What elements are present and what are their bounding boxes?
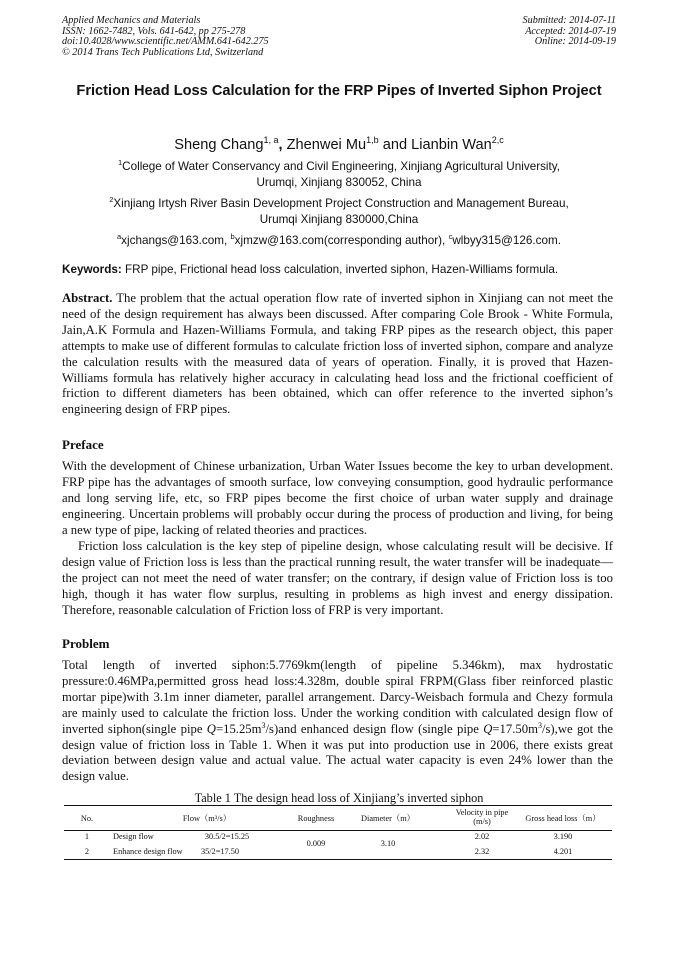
table-top-rule xyxy=(64,805,612,806)
table-header-flow: Flow（m³/s） xyxy=(182,814,232,823)
section-heading-problem: Problem xyxy=(62,636,110,651)
section-heading-preface: Preface xyxy=(62,437,104,452)
table-cell-velocity: 2.32 xyxy=(474,847,490,856)
author-separator: , xyxy=(278,137,287,153)
email-address: xjmzw@163.com(corresponding author), xyxy=(234,234,449,247)
affiliation-line: Urumqi, Xinjiang 830052, China xyxy=(256,175,422,189)
table-cell-no: 2 xyxy=(84,847,90,856)
problem-paragraph xyxy=(62,658,613,785)
problem-text: /s)and enhanced design flow (single pipe xyxy=(265,721,484,736)
unit-exponent: 3 xyxy=(261,720,266,730)
table-caption: Table 1 The design head loss of Xinjiang’s inverted siphon xyxy=(194,791,484,805)
abstract-label: Abstract. xyxy=(62,291,113,305)
affiliation-1 xyxy=(62,155,616,190)
author-name: Sheng Chang xyxy=(174,137,264,153)
abstract-text: The problem that the actual operation flow rate of inverted siphon in Xinjiang can not meet the need of the design requirement has always been discussed. After comparing Cole Brook - White Formula, Jain,A.K Formula and Hazen-Williams Formula, and taking FRP pipes as the research object, this paper attempts to make use of different formulas to calculate friction loss of inverted siphon, compare and analyze the calculation results with the measured data of years of operation. Finally, it is proved that Hazen-Williams formula has relatively higher accuracy in calculating head loss and the frictional coefficient of friction to different diameters has been obtained, which can offer reference to the inverted siphon’s engineering design of FRP pipes. xyxy=(62,291,613,417)
accepted-date: Accepted: 2014-07-19 xyxy=(525,25,616,37)
author-name: Lianbin Wan xyxy=(411,137,492,153)
flow-value: =17.50m xyxy=(492,721,538,736)
submission-dates xyxy=(523,16,616,48)
table-cell-gross-head-loss: 4.201 xyxy=(553,847,573,856)
keywords-text: FRP pipe, Frictional head loss calculation, inverted siphon, Hazen-Williams formula. xyxy=(121,263,559,276)
table-cell-roughness: 0.009 xyxy=(306,839,326,848)
email-mark: c xyxy=(448,232,453,241)
author-emails xyxy=(62,229,616,249)
table-cell-label: Design flow xyxy=(113,832,154,841)
preface-paragraph-2: Friction loss calculation is the key step of pipeline design, whose calculating result will be decisive. If design value of Friction loss is less than the practical running result, the water transfer will be inadequate—the project can not meet the need of water transfer; on the contrary, if design value of Friction loss is too high, though it has water flow surplus, resulting in problems as high invest and energy dissipation. Therefore, reasonable calculation of Friction loss of FRP is very important. xyxy=(62,539,613,617)
table-cell-label: Enhance design flow xyxy=(113,847,183,856)
problem-text: /s),we got the design value of friction loss in Table 1. When it was put into production use in 2006, there exists great deviation between design value and actual value. The actual water capacity is even 24% lower than the design value. xyxy=(62,721,613,784)
email-mark: a xyxy=(117,232,122,241)
flow-variable: Q xyxy=(483,721,493,736)
affiliation-line: Urumqi Xinjiang 830000,China xyxy=(259,212,419,226)
author-affil-mark: 1, a xyxy=(263,135,279,145)
table-header-gross-head-loss: Gross head loss（m） xyxy=(525,814,601,823)
problem-text: Total length of inverted siphon:5.7769km(length of pipeline 5.346km), max hydrostatic pressure:0.46MPa,permitted gross head loss:4.328m, double spiral FRPM(Glass fiber reinforced plastic mortar pipe)with 3.1m inner diameter, parallel arrangement. Darcy-Weisbach formula and Chezy formula are mainly used to calculate the friction loss. Under the working condition with calculated design flow of inverted siphon(single pipe xyxy=(62,658,613,736)
paper-title: Friction Head Loss Calculation for the FRP Pipes of Inverted Siphon Project xyxy=(76,83,602,99)
table-cell-diameter: 3.10 xyxy=(380,839,396,848)
affiliation-mark: 1 xyxy=(117,158,123,167)
submitted-date: Submitted: 2014-07-11 xyxy=(522,15,616,26)
online-date: Online: 2014-09-19 xyxy=(534,36,616,48)
author-affil-mark: 1,b xyxy=(366,135,379,145)
journal-issn: ISSN: 1662-7482, Vols. 641-642, pp 275-278 xyxy=(62,25,246,37)
flow-value: =15.25m xyxy=(215,721,262,736)
table-bottom-rule xyxy=(64,859,612,860)
unit-exponent: 3 xyxy=(537,720,542,730)
table-cell-flow: 30.5/2=15.25 xyxy=(204,832,250,841)
email-address: xjchangs@163.com, xyxy=(121,234,231,247)
author-name: Zhenwei Mu xyxy=(286,137,367,153)
email-address: wlbyy315@126.com. xyxy=(452,234,561,247)
table-header-rule xyxy=(64,830,612,831)
author-affil-mark: 2,c xyxy=(491,135,504,145)
keywords-label: Keywords: xyxy=(62,263,122,276)
abstract xyxy=(62,291,613,418)
journal-info xyxy=(62,16,269,58)
author-list xyxy=(62,131,616,154)
table-header-diameter: Diameter（m） xyxy=(361,814,415,823)
email-mark: b xyxy=(230,232,235,241)
design-head-loss-table xyxy=(64,805,612,860)
table-header-velocity: Velocity in pipe xyxy=(455,808,509,817)
table-cell-velocity: 2.02 xyxy=(474,832,490,841)
author-separator: and xyxy=(378,137,412,153)
journal-name: Applied Mechanics and Materials xyxy=(62,15,201,26)
table-cell-flow: 35/2=17.50 xyxy=(200,847,240,856)
affiliation-line: Xinjiang Irtysh River Basin Development Project Construction and Management Bureau, xyxy=(113,197,569,210)
affiliation-mark: 2 xyxy=(109,195,114,204)
table-header-velocity-unit: (m/s) xyxy=(473,817,491,826)
table-cell-gross-head-loss: 3.190 xyxy=(553,832,573,841)
keywords xyxy=(62,262,618,277)
affiliation-2 xyxy=(62,192,616,227)
journal-doi: doi:10.4028/www.scientific.net/AMM.641-642.275 xyxy=(62,36,269,48)
journal-copyright: © 2014 Trans Tech Publications Ltd, Switzerland xyxy=(62,46,264,58)
table-header-no: No. xyxy=(80,814,94,823)
flow-variable: Q xyxy=(206,721,216,736)
table-header-roughness: Roughness xyxy=(297,814,335,823)
preface-paragraph-1: With the development of Chinese urbanization, Urban Water Issues become the key to urban development. FRP pipe has the advantages of smooth surface, low conveying consumption, good hydraulic performance and long serving life, etc, so FRP pipes become the first choice of urban water supply and drainage engineering. Uncertain problems will probably occur during the process of production and living, for being a new type of pipe, lacking of related theories and practices. xyxy=(62,459,613,537)
affiliation-line: College of Water Conservancy and Civil Engineering, Xinjiang Agricultural University, xyxy=(122,160,560,173)
table-cell-no: 1 xyxy=(84,832,90,841)
